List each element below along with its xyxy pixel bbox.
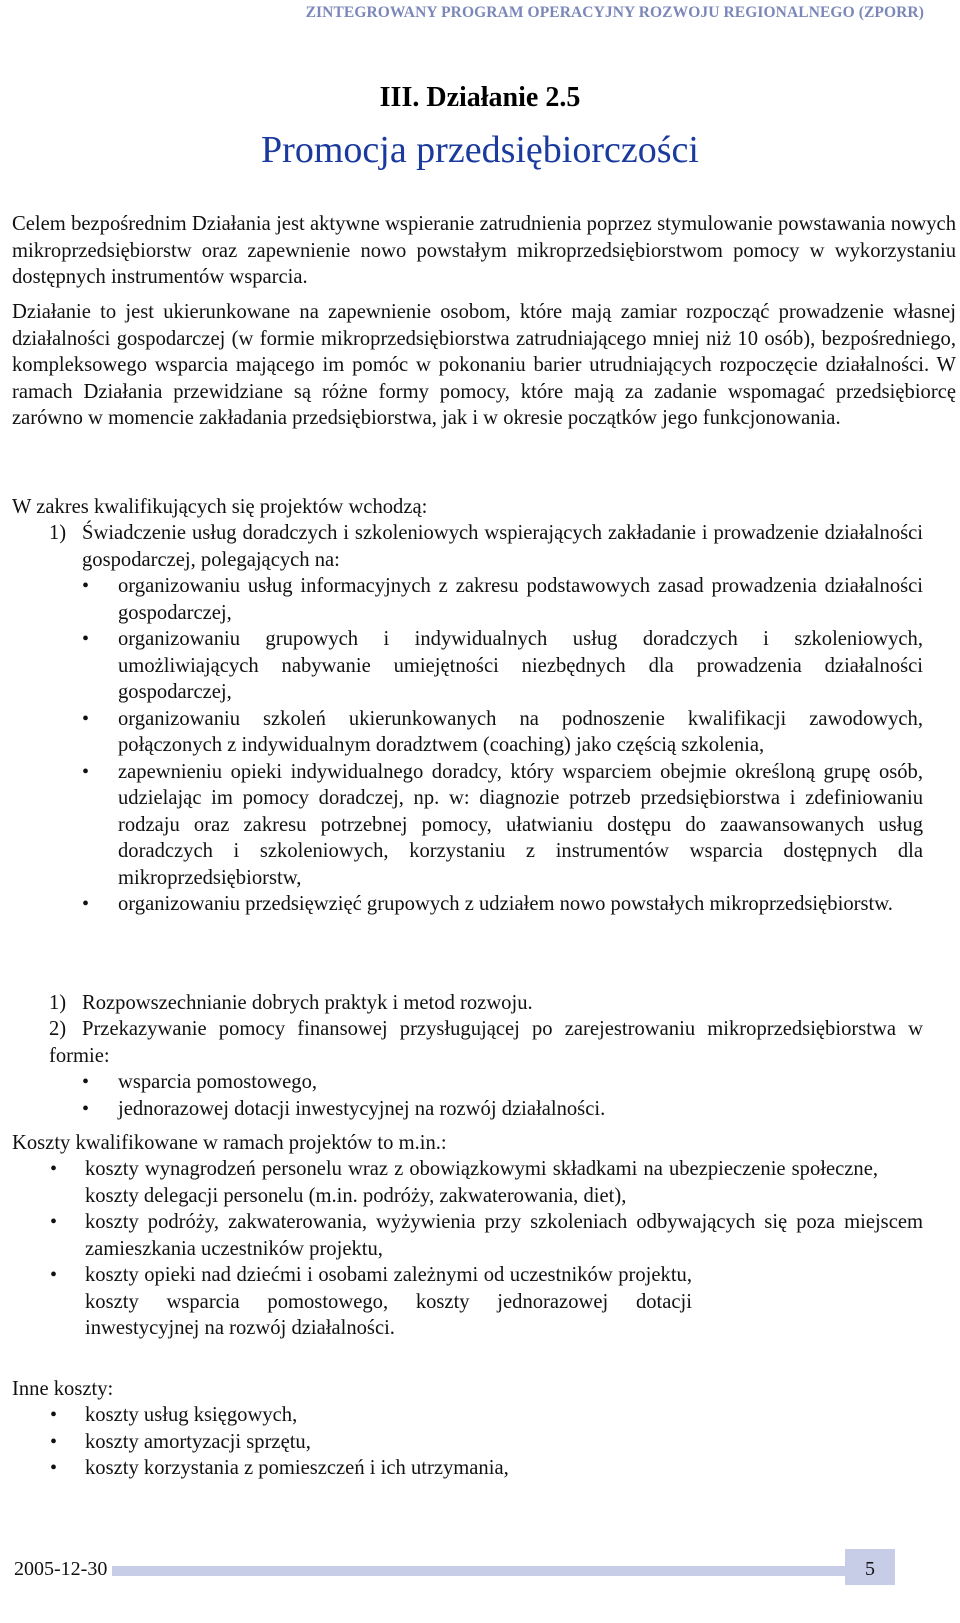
project-item-1 bbox=[49, 520, 923, 573]
paragraph-2: Działanie to jest ukierunkowane na zapewnienie osobom, które mają zamiar rozpocząć prowadzenie własnej działalności gospodarczej (w formie mikroprzedsiębiorstwa zatrudniającego mniej niż 10 osób), bezpośredniego, kompleksowego wsparcia mającego im pomóc w pokonaniu barier utrudniających rozpoczęcie działalności. W ramach Działania przewidziane są różne formy pomocy, które mają za zadanie wspomagać przedsiębiorcę zarówno w momencie zakładania przedsiębiorstwa, jak i w okresie początków jego funkcjonowania. bbox=[12, 301, 956, 429]
bullet-icon: • bbox=[50, 1404, 58, 1426]
other-costs-intro: Inne koszty: bbox=[12, 1378, 114, 1400]
bullet-icon: • bbox=[50, 1430, 58, 1453]
bullet-icon: • bbox=[82, 575, 90, 597]
project-item-2 bbox=[49, 990, 923, 1017]
page-number: 5 bbox=[845, 1549, 895, 1585]
bullet-icon: • bbox=[50, 1457, 58, 1479]
costs-list bbox=[50, 1156, 923, 1342]
list-item: • organizowaniu usług informacyjnych z zakresu podstawowych zasad prowadzenia działalności gospodarczej, bbox=[82, 575, 923, 624]
item-text: Rozpowszechnianie dobrych praktyk i metod rozwoju. bbox=[82, 992, 533, 1014]
item-text: Świadczenie usług doradczych i szkoleniowych wspierających zakładanie i prowadzenie działalności gospodarczej, polegających na: bbox=[82, 522, 923, 571]
list-item: • organizowaniu szkoleń ukierunkowanych na podnoszenie kwalifikacji zawodowych, połączonych z indywidualnym doradztwem (coaching) jako częścią szkolenia, bbox=[82, 707, 923, 756]
bullet-icon: • bbox=[82, 1097, 90, 1120]
main-title: Promocja przedsiębiorczości bbox=[261, 129, 699, 171]
costs-intro: Koszty kwalifikowane w ramach projektów to m.in.: bbox=[12, 1132, 447, 1154]
list-item: • koszty usług księgowych, bbox=[50, 1402, 923, 1429]
item3-bullet-list bbox=[82, 1069, 923, 1122]
other-costs-list bbox=[50, 1402, 923, 1482]
bullet-icon: • bbox=[82, 760, 90, 783]
item1-bullet-list bbox=[82, 573, 923, 918]
bullet-icon: • bbox=[50, 1158, 58, 1180]
footer-bar bbox=[112, 1566, 845, 1576]
bullet-icon: • bbox=[82, 1071, 90, 1093]
list-item: • koszty podróży, zakwaterowania, wyżywienia przy szkoleniach odbywających się poza miejscem zamieszkania uczestników projektu, bbox=[50, 1211, 923, 1260]
document-header: ZINTEGROWANY PROGRAM OPERACYJNY ROZWOJU REGIONALNEGO (ZPORR) bbox=[305, 4, 924, 21]
bullet-icon: • bbox=[50, 1264, 58, 1286]
list-item: • organizowaniu przedsięwzięć grupowych z udziałem nowo powstałych mikroprzedsiębiorstw. bbox=[82, 891, 923, 918]
list-item: • wsparcia pomostowego, bbox=[82, 1069, 923, 1096]
item-number: 2) bbox=[49, 1018, 67, 1040]
list-item: • koszty korzystania z pomieszczeń i ich utrzymania, bbox=[50, 1455, 923, 1482]
list-item: • jednorazowej dotacji inwestycyjnej na rozwój działalności. bbox=[82, 1096, 923, 1123]
project-item-3 bbox=[49, 1016, 923, 1069]
item-number: 1) bbox=[49, 992, 67, 1014]
bullet-icon: • bbox=[82, 628, 90, 650]
list-item: • koszty wynagrodzeń personelu wraz z obowiązkowymi składkami na ubezpieczenie społeczne, koszty delegacji personelu (m.in. podróży, zakwaterowania, diet), bbox=[50, 1158, 878, 1207]
bullet-icon: • bbox=[50, 1211, 58, 1233]
paragraph-1: Celem bezpośrednim Działania jest aktywne wspieranie zatrudnienia poprzez stymulowanie powstawania nowych mikroprzedsiębiorstw oraz zapewnienie nowo powstałym mikroprzedsiębiorstwom pomocy w wykorzystaniu dostępnych instrumentów wsparcia. bbox=[12, 213, 956, 288]
footer-date: 2005-12-30 bbox=[14, 1558, 108, 1580]
item-number: 1) bbox=[49, 522, 67, 544]
projects-intro: W zakres kwalifikujących się projektów wchodzą: bbox=[12, 496, 428, 518]
list-item: • zapewnieniu opieki indywidualnego doradcy, który wsparciem obejmie określoną grupę osób, udzielając im pomocy doradczej, np. w: diagnozie potrzeb przedsiębiorstwa i zdefiniowaniu rodzaju oraz zakresu potrzebnej pomocy, ułatwianiu dostępu do zaawansowanych usług doradczych i szkoleniowych, korzystaniu z instrumentów wsparcia dostępnych dla mikroprzedsiębiorstw, bbox=[82, 760, 923, 889]
list-item: • koszty opieki nad dziećmi i osobami zależnymi od uczestników projektu, koszty wsparcia pomostowego, koszty jednorazowej dotacji inwestycyjnej na rozwój działalności. bbox=[50, 1264, 692, 1339]
section-title: III. Działanie 2.5 bbox=[379, 82, 581, 113]
item-text: Przekazywanie pomocy finansowej przysługującej po zarejestrowaniu mikroprzedsiębiorstwa w formie: bbox=[49, 1018, 923, 1067]
list-item: • koszty amortyzacji sprzętu, bbox=[50, 1429, 923, 1456]
bullet-icon: • bbox=[82, 893, 90, 915]
list-item: • organizowaniu grupowych i indywidualnych usług doradczych i szkoleniowych, umożliwiających nabywanie umiejętności niezbędnych dla prowadzenia działalności gospodarczej, bbox=[82, 628, 923, 703]
description-paragraph bbox=[12, 299, 956, 432]
bullet-icon: • bbox=[82, 707, 90, 730]
intro-paragraph bbox=[12, 211, 956, 291]
